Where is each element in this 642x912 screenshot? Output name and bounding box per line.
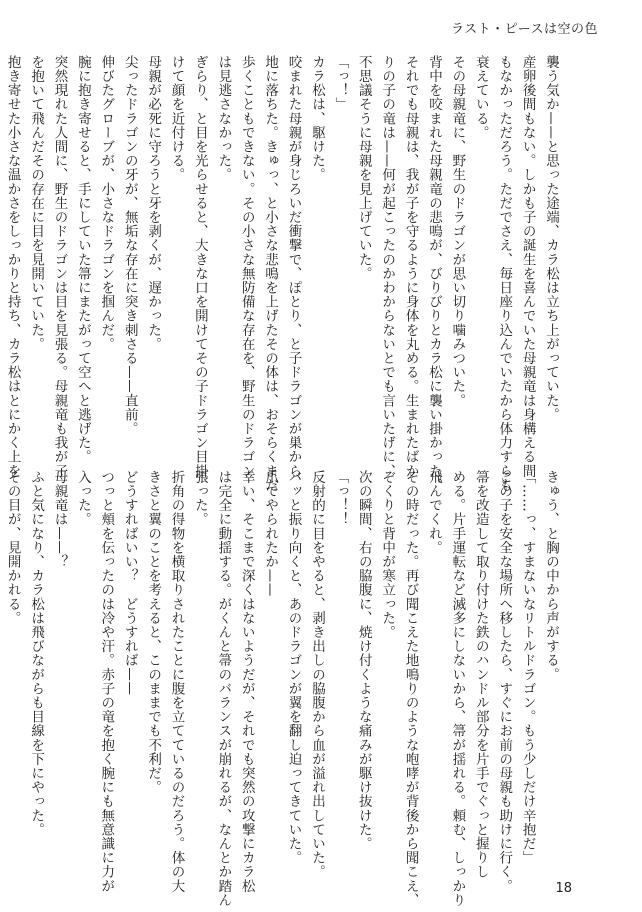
text-line: は完全に動揺する。がくんと箒のバランスが崩れるが、なんとか踏ん [215,470,232,908]
text-line: 「っ！！ [332,470,349,527]
text-line: 次の瞬間、右の脇腹に、焼け付くような痛みが駆け抜けた。 [355,470,372,851]
text-line: りの子の竜は——何が起こったのかわからないとでも言いたげに、 [379,55,396,478]
text-line: バッと振り向くと、あのドラゴンが翼を翻し迫ってきていた。 [285,470,302,865]
text-line: ふと気になり、カラ松は飛びながらも目線を下にやった。 [28,470,45,837]
page-number: 18 [555,881,572,896]
text-line: 尖ったドラゴンの牙が、無垢な存在に突き刺さる——直前。 [121,55,138,436]
text-line: この子を安全な場所へ移したら、すぐにお前の母親も助けに行く。 [496,470,513,893]
text-line: 「……っ、すまないなリトルドラゴン。もう少しだけ辛抱だ」 [519,470,536,865]
text-line: 張った。 [191,470,208,527]
text-line: 歩くこともできない。その小さな無防備な存在を、野生のドラゴン [238,55,255,478]
text-line: その目が、見開かれる。 [4,470,21,626]
text-line: どうすればいい？ どうすれば—— [121,470,138,696]
text-line: 入った。 [74,470,91,527]
text-line: 幸い、そこまで深くはないようだが、それでも突然の攻撃にカラ松 [238,470,255,893]
text-line: つっと頬を伝ったのは冷や汗。赤子の竜を抱く腕にも無意識に力が [98,470,115,893]
text-line: 母親竜は——？ [51,470,68,569]
text-line: 「っ！」 [332,55,349,112]
text-line: 爪でやられたか—— [262,470,279,597]
text-line: ぎらり、と目を光らせると、大きな口を開けてその子ドラゴン目掛 [191,55,208,478]
text-line: 折角の得物を横取りされたことに腹を立てているのだろう。体の大 [168,470,185,893]
text-line: 咬まれた母親が身じろいだ衝撃で、ぽとり、と子ドラゴンが巣から [285,55,302,478]
text-line: 不思議そうに母親を見上げていた。 [355,55,372,281]
upper-text-block [4,55,562,493]
text-line: 伸びたグローブが、小さなドラゴンを掴んだ。 [98,55,115,352]
text-line: 腕に抱き寄せると、手にしていた箒にまたがって空へと逃げた。 [74,55,91,464]
lower-text-block [4,470,562,908]
text-line: きゅう、と胸の中から声がする。 [543,470,559,682]
text-line: は見逃さなかった。 [215,55,232,182]
text-line: 反射的に目をやると、剥き出しの脇腹から血が溢れ出していた。 [308,470,325,879]
text-line: カラ松は、駆けた。 [308,55,325,182]
text-line: その母親竜に、野生のドラゴンが思い切り噛みついた。 [449,55,466,408]
text-line: 地に落ちた。きゅっ、と小さな悲鳴を上げたその体は、おそらくまだ [262,55,279,493]
text-line: 産卵後間もない。しかも子の誕生を喜んでいた母親竜は身構える間 [519,55,536,478]
text-line: その時だった。再び聞こえた地鳴りのような咆哮が背後から聞こえ、 [402,470,419,908]
text-line: 衰えている。 [472,55,489,140]
text-line: 箒を改造して取り付けた鉄のハンドル部分を片手でぐっと握りし [472,470,489,879]
text-line: きさと翼のことを考えると、このままでも不利だ。 [145,470,162,795]
text-line: 背中を咬まれた母親竜の悲鳴が、びりびりとカラ松に襲い掛かった。 [425,55,442,493]
text-line: 飛んでくれ。 [425,470,442,555]
text-line: を抱いて飛んだその存在に目を見開いていた。 [28,55,45,352]
text-line: 抱き寄せた小さな温かさをしっかりと持ち、カラ松はとにかく上を [4,55,21,478]
text-line: 突然現れた人間に、野生のドラゴンは目を見張る。母親竜も我が子 [51,55,68,478]
text-line: けて顔を近付ける。 [168,55,185,182]
text-line: それでも母親は、我が子を守るように身体を丸める。生まれたばか [402,55,419,478]
text-line: 母親が必死に守ろうと牙を剥くが、遅かった。 [145,55,162,352]
text-line: める。片手運転など滅多にしないから、箒が揺れる。頼む、しっかり [449,470,466,908]
text-line: 襲う気か——と思った途端、カラ松は立ち上がっていた。 [543,55,559,422]
running-header-title: ラスト・ピースは空の色 [451,22,598,37]
text-line: もなかっただろう。ただでさえ、毎日座り込んでいたから体力すらも [496,55,513,493]
text-line: ぞくりと背中が寒立った。 [379,470,396,640]
